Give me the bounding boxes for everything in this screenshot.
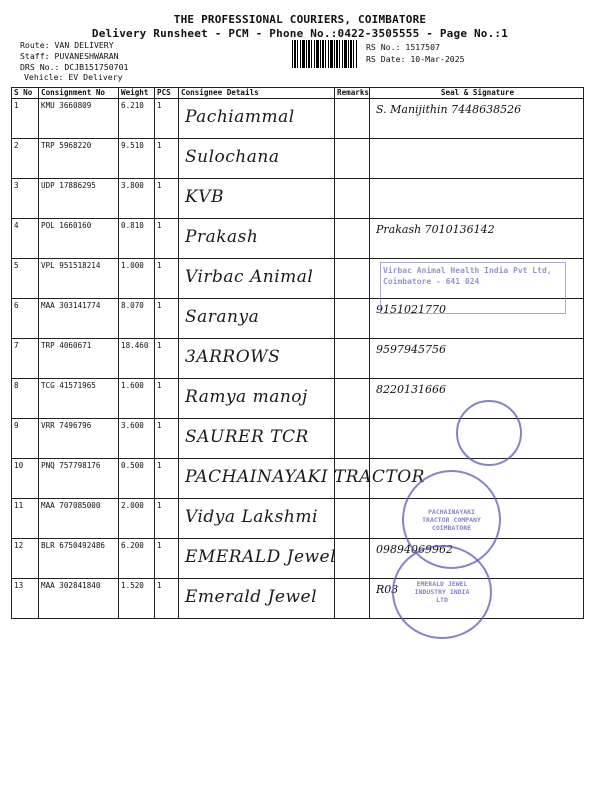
pcs-cell — [155, 339, 179, 379]
table-row — [12, 179, 584, 219]
remarks-cell — [335, 499, 370, 539]
pcs-cell — [155, 419, 179, 459]
consignee-handwriting: Emerald Jewel — [185, 587, 317, 607]
weight-cell — [119, 539, 155, 579]
sno-text: 2 — [14, 141, 19, 150]
table-row — [12, 99, 584, 139]
consignee-cell — [179, 379, 335, 419]
consignee-handwriting: Prakash — [185, 227, 259, 247]
weight-cell — [119, 579, 155, 619]
consignment-cell — [39, 459, 119, 499]
sno-cell — [12, 579, 39, 619]
signature-handwriting — [370, 139, 583, 143]
pcs-cell — [155, 379, 179, 419]
pcs-text: 1 — [157, 141, 162, 150]
table-row — [12, 539, 584, 579]
signature-handwriting: S. Manijithin 7448638526 — [376, 103, 522, 116]
signature-handwriting: 8220131666 — [376, 383, 446, 396]
runsheet-table — [11, 87, 584, 619]
signature-cell — [370, 139, 584, 179]
table-row — [12, 339, 584, 379]
consignee-handwriting: Ramya manoj — [185, 387, 308, 407]
pcs-cell — [155, 219, 179, 259]
consignment-cell — [39, 339, 119, 379]
consignee-cell — [179, 139, 335, 179]
signature-cell — [370, 339, 584, 379]
sno-text: 7 — [14, 341, 19, 350]
sno-text: 13 — [14, 581, 24, 590]
pcs-text: 1 — [157, 381, 162, 390]
consignment-cell — [39, 219, 119, 259]
weight-text: 1.600 — [121, 381, 144, 390]
pcs-text: 1 — [157, 181, 162, 190]
consignment-text: MAA 302841840 — [41, 581, 101, 590]
remarks-cell — [335, 99, 370, 139]
weight-text: 6.200 — [121, 541, 144, 550]
consignment-cell — [39, 499, 119, 539]
sno-text: 6 — [14, 301, 19, 310]
signature-handwriting: 9151021770 — [376, 303, 446, 316]
consignee-handwriting: Sulochana — [185, 147, 280, 167]
weight-cell — [119, 299, 155, 339]
virbac-stamp-text: Virbac Animal Health India Pvt Ltd, Coimbatore - 641 024 — [383, 266, 552, 287]
sno-text: 12 — [14, 541, 24, 550]
consignment-text: PNQ 757798176 — [41, 461, 101, 470]
drs-label: DRS No.: DCJB151750701 — [20, 62, 129, 72]
pcs-cell — [155, 99, 179, 139]
weight-cell — [119, 259, 155, 299]
route-label: Route: VAN DELIVERY — [20, 40, 114, 50]
sno-text: 9 — [14, 421, 19, 430]
signature-handwriting — [370, 179, 583, 183]
consignment-text: MAA 707085000 — [41, 501, 101, 510]
consignment-text: TRP 4060671 — [41, 341, 92, 350]
sno-cell — [12, 99, 39, 139]
pcs-text: 1 — [157, 461, 162, 470]
signature-handwriting: 9597945756 — [376, 343, 446, 356]
remarks-cell — [335, 339, 370, 379]
consignee-handwriting: Vidya Lakshmi — [185, 507, 318, 527]
consignee-handwriting: EMERALD Jewel — [185, 547, 337, 567]
weight-text: 18.460 — [121, 341, 149, 350]
sno-cell — [12, 459, 39, 499]
pcs-text: 1 — [157, 221, 162, 230]
remarks-cell — [335, 579, 370, 619]
consignee-cell — [179, 299, 335, 339]
consignment-cell — [39, 299, 119, 339]
pcs-text: 1 — [157, 501, 162, 510]
emerald-stamp — [392, 545, 492, 639]
remarks-cell — [335, 259, 370, 299]
consignment-cell — [39, 179, 119, 219]
consignment-text: TRP 5968220 — [41, 141, 92, 150]
weight-text: 1.520 — [121, 581, 144, 590]
barcode — [292, 40, 358, 68]
runsheet-title: Delivery Runsheet - PCM - Phone No.:0422-3505555 - Page No.:1 — [91, 27, 509, 40]
pcs-cell — [155, 259, 179, 299]
pcs-cell — [155, 459, 179, 499]
pcs-cell — [155, 299, 179, 339]
table-row — [12, 219, 584, 259]
sno-text: 10 — [14, 461, 24, 470]
signature-cell — [370, 219, 584, 259]
sno-text: 8 — [14, 381, 19, 390]
sno-text: 5 — [14, 261, 19, 270]
consignment-cell — [39, 419, 119, 459]
pcs-cell — [155, 179, 179, 219]
emerald-stamp-text: EMERALD JEWEL INDUSTRY INDIA LTD — [414, 580, 470, 604]
sno-cell — [12, 179, 39, 219]
remarks-cell — [335, 419, 370, 459]
rs-number: RS No.: 1517507 — [366, 42, 440, 52]
sno-cell — [12, 219, 39, 259]
vehicle-label: Vehicle: EV Delivery — [24, 72, 123, 82]
consignee-handwriting: KVB — [185, 187, 224, 207]
table-row — [12, 579, 584, 619]
weight-text: 8.070 — [121, 301, 144, 310]
col-sno: S No — [12, 88, 39, 99]
company-title: THE PROFESSIONAL COURIERS, COIMBATORE — [173, 13, 427, 26]
consignment-text: VRR 7496796 — [41, 421, 92, 430]
sno-cell — [12, 299, 39, 339]
consignee-handwriting: Saranya — [185, 307, 260, 327]
consignment-cell — [39, 259, 119, 299]
weight-cell — [119, 179, 155, 219]
consignment-text: KMU 3660809 — [41, 101, 92, 110]
consignee-cell — [179, 339, 335, 379]
remarks-cell — [335, 219, 370, 259]
sno-cell — [12, 139, 39, 179]
signature-handwriting: 09894069962 — [376, 543, 453, 556]
weight-text: 6.210 — [121, 101, 144, 110]
weight-cell — [119, 499, 155, 539]
consignee-cell — [179, 219, 335, 259]
consignee-cell — [179, 579, 335, 619]
consignment-text: VPL 951518214 — [41, 261, 101, 270]
weight-text: 3.800 — [121, 181, 144, 190]
weight-cell — [119, 459, 155, 499]
sno-text: 3 — [14, 181, 19, 190]
consignment-cell — [39, 579, 119, 619]
consignment-text: UDP 17886295 — [41, 181, 96, 190]
consignee-cell — [179, 419, 335, 459]
consignee-cell — [179, 499, 335, 539]
virbac-stamp — [380, 262, 566, 314]
weight-text: 2.000 — [121, 501, 144, 510]
consignee-handwriting: Virbac Animal — [185, 267, 314, 287]
consignee-handwriting: 3ARROWS — [185, 347, 281, 367]
pcs-text: 1 — [157, 301, 162, 310]
sno-cell — [12, 419, 39, 459]
signature-cell — [370, 99, 584, 139]
round-seal — [456, 400, 522, 466]
weight-cell — [119, 99, 155, 139]
signature-handwriting: R03 — [376, 583, 399, 596]
sno-cell — [12, 539, 39, 579]
weight-cell — [119, 139, 155, 179]
consignee-cell — [179, 179, 335, 219]
sno-cell — [12, 259, 39, 299]
consignee-handwriting: PACHAINAYAKI TRACTOR — [185, 467, 425, 487]
weight-text: 0.500 — [121, 461, 144, 470]
sno-cell — [12, 499, 39, 539]
pcs-text: 1 — [157, 541, 162, 550]
sno-text: 4 — [14, 221, 19, 230]
consignment-cell — [39, 539, 119, 579]
consignment-cell — [39, 139, 119, 179]
pcs-text: 1 — [157, 261, 162, 270]
consignment-text: BLR 6750492486 — [41, 541, 106, 550]
col-consignment: Consignment No — [39, 88, 119, 99]
col-consignee: Consignee Details — [179, 88, 335, 99]
remarks-cell — [335, 139, 370, 179]
consignment-text: POL 1660160 — [41, 221, 92, 230]
pcs-cell — [155, 139, 179, 179]
consignment-text: MAA 303141774 — [41, 301, 101, 310]
weight-text: 0.810 — [121, 221, 144, 230]
sno-cell — [12, 339, 39, 379]
weight-text: 3.600 — [121, 421, 144, 430]
consignee-handwriting: SAURER TCR — [185, 427, 309, 447]
table-row — [12, 139, 584, 179]
weight-text: 9.510 — [121, 141, 144, 150]
consignee-cell — [179, 259, 335, 299]
rs-date: RS Date: 10-Mar-2025 — [366, 54, 465, 64]
pcs-cell — [155, 539, 179, 579]
pcs-text: 1 — [157, 421, 162, 430]
pcs-cell — [155, 579, 179, 619]
col-signature: Seal & Signature — [370, 88, 584, 99]
pcs-cell — [155, 499, 179, 539]
remarks-cell — [335, 299, 370, 339]
table-header-row — [12, 88, 584, 99]
weight-cell — [119, 339, 155, 379]
weight-cell — [119, 379, 155, 419]
remarks-cell — [335, 179, 370, 219]
consignee-handwriting: Pachiammal — [185, 107, 295, 127]
col-weight: Weight — [119, 88, 155, 99]
weight-text: 1.000 — [121, 261, 144, 270]
sno-text: 11 — [14, 501, 24, 510]
signature-handwriting: Prakash 7010136142 — [376, 223, 495, 236]
remarks-cell — [335, 379, 370, 419]
pcs-text: 1 — [157, 581, 162, 590]
sno-text: 1 — [14, 101, 19, 110]
consignment-text: TCG 41571965 — [41, 381, 96, 390]
pcs-text: 1 — [157, 101, 162, 110]
weight-cell — [119, 419, 155, 459]
pcs-text: 1 — [157, 341, 162, 350]
consignee-cell — [179, 539, 335, 579]
col-remarks: Remarks — [335, 88, 370, 99]
remarks-cell — [335, 539, 370, 579]
signature-cell — [370, 179, 584, 219]
consignee-cell — [179, 99, 335, 139]
pachainayaki-stamp-text: PACHAINAYAKI TRACTOR COMPANY COIMBATORE — [422, 507, 481, 532]
staff-label: Staff: PUVANESHWARAN — [20, 51, 119, 61]
consignment-cell — [39, 379, 119, 419]
consignee-cell — [179, 459, 425, 499]
weight-cell — [119, 219, 155, 259]
sno-cell — [12, 379, 39, 419]
consignment-cell — [39, 99, 119, 139]
col-pcs: PCS — [155, 88, 179, 99]
